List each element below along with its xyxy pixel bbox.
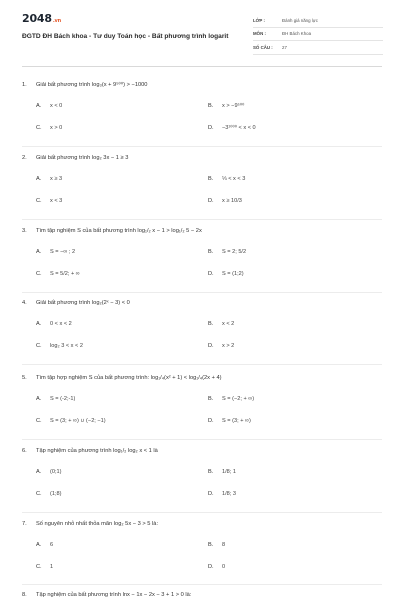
option-c[interactable] xyxy=(36,417,208,425)
option-value: x < 2 xyxy=(222,321,235,327)
question-7 xyxy=(22,519,382,571)
option-key: B. xyxy=(208,542,214,548)
question-2 xyxy=(22,153,382,205)
question-separator xyxy=(22,146,382,147)
question-text: Tìm tập hợp nghiệm S của bất phương trình: log₁/₄(x² + 1) < log₁/₄(2x + 4) xyxy=(36,375,222,381)
option-a[interactable] xyxy=(36,248,208,256)
option-value: 6 xyxy=(50,542,54,548)
option-value: x > 0 xyxy=(50,125,63,131)
question-number: 3. xyxy=(22,228,27,234)
option-a[interactable] xyxy=(36,175,208,183)
option-b[interactable] xyxy=(208,395,380,403)
question-stem xyxy=(22,519,382,529)
option-key: C. xyxy=(36,418,42,424)
question-text: Số nguyên nhỏ nhất thỏa mãn log₂ 5x − 3 > 5 là: xyxy=(36,521,159,527)
option-key: A. xyxy=(36,176,42,182)
option-key: A. xyxy=(36,321,42,327)
meta-value: 27 xyxy=(282,44,287,50)
question-5 xyxy=(22,373,382,425)
option-key: D. xyxy=(208,343,214,349)
option-key: B. xyxy=(208,176,214,182)
answer-options xyxy=(36,541,382,571)
option-b[interactable] xyxy=(208,102,380,110)
option-a[interactable] xyxy=(36,320,208,328)
option-key: D. xyxy=(208,491,214,497)
option-value: S = (3; + ∞) xyxy=(222,418,251,424)
question-number: 2. xyxy=(22,155,27,161)
option-key: C. xyxy=(36,491,42,497)
option-a[interactable] xyxy=(36,102,208,110)
option-b[interactable] xyxy=(208,175,380,183)
question-text: Giải bất phương trình log₂(2ˣ − 3) < 0 xyxy=(36,300,130,306)
meta-value: ĐH Bách Khoa xyxy=(282,31,312,37)
header-divider xyxy=(22,66,382,67)
question-text: Tìm tập nghiệm S của bất phương trình log₁/₂ x − 1 > log₁/₂ 5 − 2x xyxy=(36,228,202,234)
question-text: Tập nghiệm của phương trình log₁/₂ log₂ x < 1 là xyxy=(36,448,158,454)
question-number: 1. xyxy=(22,82,27,88)
option-d[interactable] xyxy=(208,417,380,425)
option-key: B. xyxy=(208,396,214,402)
meta-row-class xyxy=(253,14,383,28)
question-separator xyxy=(22,512,382,513)
meta-row-subject xyxy=(253,28,383,42)
option-key: D. xyxy=(208,271,214,277)
question-stem xyxy=(22,373,382,383)
option-d[interactable] xyxy=(208,197,380,205)
option-value: S = (3; + ∞) ∪ (−2; −1) xyxy=(50,418,106,424)
option-b[interactable] xyxy=(208,248,380,256)
option-a[interactable] xyxy=(36,395,208,403)
meta-label: MÔN : xyxy=(253,31,266,37)
option-key: B. xyxy=(208,469,214,475)
option-key: A. xyxy=(36,103,42,109)
question-number: 4. xyxy=(22,300,27,306)
question-separator xyxy=(22,584,382,585)
question-text: Giải bất phương trình log₃(x + 9⁵⁰⁰) > −1000 xyxy=(36,82,148,88)
option-key: B. xyxy=(208,321,214,327)
option-value: 0 < x < 2 xyxy=(50,321,72,327)
option-value: x ≥ 3 xyxy=(50,176,63,182)
question-1 xyxy=(22,80,382,132)
option-value: −3¹⁰⁰⁰ < x < 0 xyxy=(222,125,256,131)
question-separator xyxy=(22,439,382,440)
option-value: S = (−2; + ∞) xyxy=(222,396,255,402)
question-number: 6. xyxy=(22,448,27,454)
option-c[interactable] xyxy=(36,270,208,278)
option-key: B. xyxy=(208,103,214,109)
option-key: C. xyxy=(36,125,42,131)
option-value: S = (1;2) xyxy=(222,271,244,277)
document-title: ĐGTD ĐH Bách khoa - Tư duy Toán học - Bất phương trình logarit xyxy=(22,33,229,40)
question-number: 5. xyxy=(22,375,27,381)
option-value: x > −9⁵⁰⁰ xyxy=(222,103,245,109)
answer-options xyxy=(36,175,382,205)
question-text: Tập nghiệm của bất phương trình lnx − 1x − 2x − 3 + 1 > 0 là: xyxy=(36,592,192,598)
question-stem xyxy=(22,226,382,236)
option-key: C. xyxy=(36,343,42,349)
option-value: 8 xyxy=(222,542,226,548)
answer-options xyxy=(36,468,382,498)
option-value: 1 xyxy=(50,564,54,570)
option-c[interactable] xyxy=(36,197,208,205)
meta-label: LỚP : xyxy=(253,17,265,23)
option-key: A. xyxy=(36,542,42,548)
option-value: ⅓ < x < 3 xyxy=(222,176,246,182)
option-b[interactable] xyxy=(208,541,380,549)
option-b[interactable] xyxy=(208,468,380,476)
question-text: Giải bất phương trình log₂ 3x − 1 ≥ 3 xyxy=(36,155,129,161)
option-key: C. xyxy=(36,271,42,277)
answer-options xyxy=(36,102,382,132)
option-key: A. xyxy=(36,249,42,255)
question-separator xyxy=(22,292,382,293)
option-key: A. xyxy=(36,396,42,402)
option-value: x < 3 xyxy=(50,198,63,204)
option-key: D. xyxy=(208,564,214,570)
option-c[interactable] xyxy=(36,124,208,132)
question-separator xyxy=(22,364,382,365)
option-value: S = 5/2; + ∞ xyxy=(50,271,80,277)
option-value: (0;1) xyxy=(50,469,62,475)
option-value: log₂ 3 < x < 2 xyxy=(50,343,83,349)
question-number: 8. xyxy=(22,592,27,598)
question-8 xyxy=(22,590,382,600)
option-value: x < 0 xyxy=(50,103,63,109)
option-value: x ≥ 10/3 xyxy=(222,198,242,204)
option-d[interactable] xyxy=(208,563,380,571)
option-value: S = (-2;-1) xyxy=(50,396,76,402)
option-key: B. xyxy=(208,249,214,255)
option-c[interactable] xyxy=(36,342,208,350)
option-value: S = 2; 5/2 xyxy=(222,249,247,255)
question-stem xyxy=(22,80,382,90)
option-d[interactable] xyxy=(208,342,380,350)
meta-table xyxy=(253,14,383,55)
option-key: C. xyxy=(36,198,42,204)
answer-options xyxy=(36,395,382,425)
option-a[interactable] xyxy=(36,541,208,549)
question-3 xyxy=(22,226,382,278)
option-key: D. xyxy=(208,125,214,131)
question-4 xyxy=(22,298,382,350)
question-6 xyxy=(22,446,382,498)
option-value: 1/8; 1 xyxy=(222,469,236,475)
question-number: 7. xyxy=(22,521,27,527)
option-a[interactable] xyxy=(36,468,208,476)
question-stem xyxy=(22,298,382,308)
answer-options xyxy=(36,248,382,278)
option-key: A. xyxy=(36,469,42,475)
option-b[interactable] xyxy=(208,320,380,328)
option-d[interactable] xyxy=(208,270,380,278)
meta-value: Đánh giá năng lực xyxy=(282,17,318,23)
meta-row-count xyxy=(253,41,383,55)
question-stem xyxy=(22,590,382,600)
option-value: x > 2 xyxy=(222,343,235,349)
question-separator xyxy=(22,219,382,220)
option-value: S = −∞ ; 2 xyxy=(50,249,76,255)
answer-options xyxy=(36,320,382,350)
option-value: 0 xyxy=(222,564,226,570)
logo-text: 2048 xyxy=(22,12,52,25)
site-logo[interactable] xyxy=(22,12,61,25)
question-stem xyxy=(22,446,382,456)
option-key: D. xyxy=(208,418,214,424)
option-d[interactable] xyxy=(208,124,380,132)
option-value: 1/8; 3 xyxy=(222,491,236,497)
option-key: D. xyxy=(208,198,214,204)
question-stem xyxy=(22,153,382,163)
option-key: C. xyxy=(36,564,42,570)
meta-label: SỐ CÂU : xyxy=(253,44,273,50)
option-c[interactable] xyxy=(36,563,208,571)
logo-suffix: .vn xyxy=(52,18,61,24)
option-c[interactable] xyxy=(36,490,208,498)
option-d[interactable] xyxy=(208,490,380,498)
option-value: (1;8) xyxy=(50,491,62,497)
